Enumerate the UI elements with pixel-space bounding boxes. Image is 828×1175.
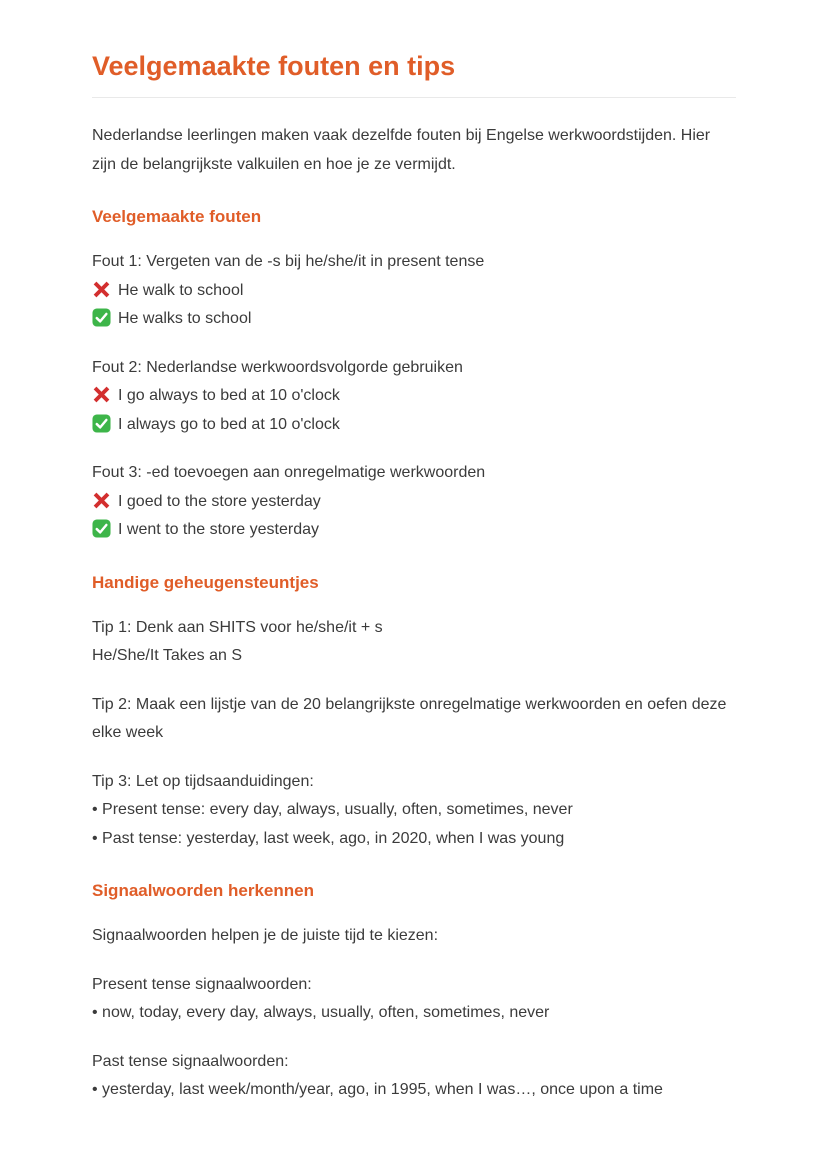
wrong-example: [92, 488, 736, 517]
tip-line: Tip 3: Let op tijdsaanduidingen:: [92, 772, 314, 790]
tip-block-2: [92, 691, 736, 748]
signal-label: Past tense signaalwoorden:: [92, 1052, 289, 1070]
right-example: [92, 516, 736, 545]
bullet-line: • Present tense: every day, always, usually, often, sometimes, never: [92, 801, 573, 818]
section-heading-tips: Handige geheugensteuntjes: [92, 572, 319, 592]
right-example-text: He walks to school: [118, 310, 252, 327]
title-divider: [92, 97, 736, 98]
bullet-line: • yesterday, last week/month/year, ago, in 1995, when I was…, once upon a time: [92, 1081, 663, 1098]
signal-label: Present tense signaalwoorden:: [92, 975, 312, 993]
tip-block-1: [92, 614, 736, 671]
mistake-block-2: [92, 354, 736, 440]
right-example: [92, 411, 736, 440]
wrong-example: [92, 277, 736, 306]
bullet-line: • now, today, every day, always, usually, often, sometimes, never: [92, 1004, 550, 1021]
section-heading-signaalwoorden: Signaalwoorden herkennen: [92, 881, 314, 900]
mistake-block-3: [92, 459, 736, 545]
check-mark-icon: [92, 519, 111, 538]
mistake-block-1: [92, 248, 736, 334]
wrong-example: [92, 382, 736, 411]
right-example-text: I went to the store yesterday: [118, 521, 319, 538]
bullet-line: • Past tense: yesterday, last week, ago, in 2020, when I was young: [92, 829, 565, 847]
tip-line: Tip 1: Denk aan SHITS voor he/she/it + s: [92, 618, 383, 636]
check-mark-icon: [92, 414, 111, 433]
intro-paragraph: Nederlandse leerlingen maken vaak dezelfde fouten bij Engelse werkwoordstijden. Hier zijn de belangrijkste valkuilen en hoe je ze vermijdt.: [92, 127, 711, 173]
wrong-example-text: I goed to the store yesterday: [118, 492, 321, 510]
mistake-label: Fout 1: Vergeten van de -s bij he/she/it in present tense: [92, 253, 485, 270]
tip-line: He/She/It Takes an S: [92, 647, 243, 664]
right-example: [92, 305, 736, 334]
tip-block-3: [92, 768, 736, 854]
cross-mark-icon: [92, 280, 111, 299]
check-mark-icon: [92, 308, 111, 327]
mistake-label: Fout 3: -ed toevoegen aan onregelmatige werkwoorden: [92, 464, 486, 481]
signal-block-present: [92, 971, 736, 1028]
page-title: Veelgemaakte fouten en tips: [92, 51, 456, 81]
signal-block-past: [92, 1048, 736, 1105]
tip-line: Tip 2: Maak een lijstje van de 20 belangrijkste onregelmatige werkwoorden en oefen deze elke week: [92, 695, 727, 741]
cross-mark-icon: [92, 491, 111, 510]
section-heading-fouten: Veelgemaakte fouten: [92, 207, 262, 226]
signaalwoorden-lead: Signaalwoorden helpen je de juiste tijd te kiezen:: [92, 927, 439, 944]
wrong-example-text: He walk to school: [118, 281, 244, 299]
wrong-example-text: I go always to bed at 10 o'clock: [118, 387, 340, 404]
cross-mark-icon: [92, 385, 111, 404]
mistake-label: Fout 2: Nederlandse werkwoordsvolgorde gebruiken: [92, 358, 463, 376]
right-example-text: I always go to bed at 10 o'clock: [118, 415, 340, 433]
